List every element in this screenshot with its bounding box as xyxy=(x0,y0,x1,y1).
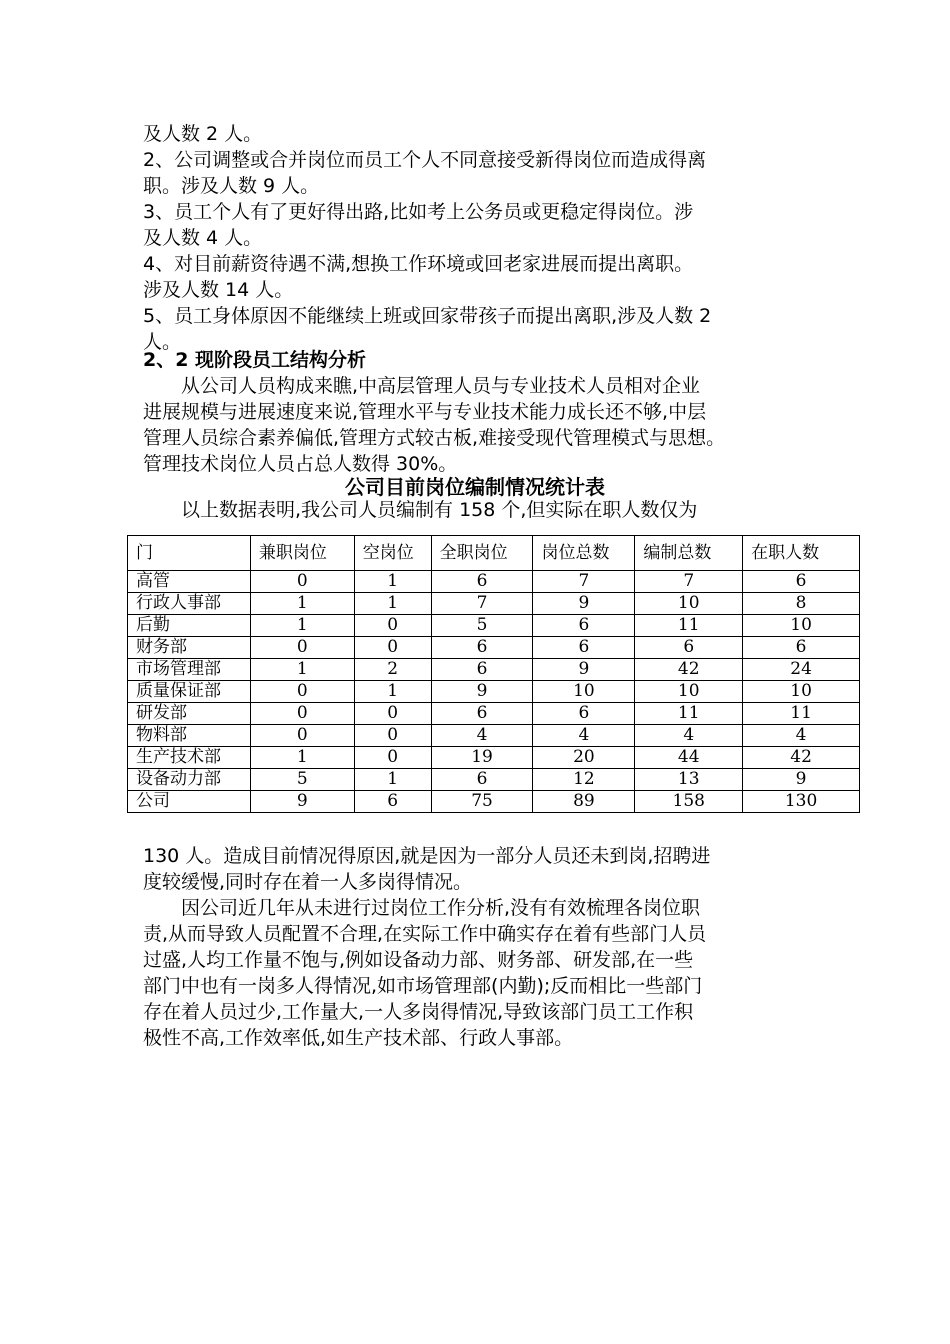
value-cell: 0 xyxy=(354,725,431,747)
table-header-cell: 空岗位 xyxy=(354,536,431,571)
value-cell: 7 xyxy=(533,571,635,593)
table-header-cell: 全职岗位 xyxy=(431,536,533,571)
value-cell: 11 xyxy=(635,615,743,637)
body-line: 人。 xyxy=(143,331,182,353)
value-cell: 0 xyxy=(250,571,354,593)
value-cell: 7 xyxy=(635,571,743,593)
body-line: 4、对目前薪资待遇不满,想换工作环境或回老家进展而提出离职。 xyxy=(143,253,694,275)
department-cell: 公司 xyxy=(128,791,251,813)
body-line: 以上数据表明,我公司人员编制有 158 个,但实际在职人数仅为 xyxy=(181,499,698,521)
table-header-cell: 门 xyxy=(128,536,251,571)
body-line: 部门中也有一岗多人得情况,如市场管理部(内勤);反而相比一些部门 xyxy=(143,975,703,997)
value-cell: 1 xyxy=(354,571,431,593)
table-row xyxy=(128,703,860,725)
body-line: 极性不高,工作效率低,如生产技术部、行政人事部。 xyxy=(143,1027,574,1049)
value-cell: 42 xyxy=(635,659,743,681)
value-cell: 2 xyxy=(354,659,431,681)
value-cell: 4 xyxy=(635,725,743,747)
value-cell: 1 xyxy=(354,769,431,791)
value-cell: 20 xyxy=(533,747,635,769)
table-body xyxy=(128,571,860,813)
value-cell: 11 xyxy=(743,703,860,725)
department-cell: 生产技术部 xyxy=(128,747,251,769)
body-line: 管理人员综合素养偏低,管理方式较古板,难接受现代管理模式与思想。 xyxy=(143,427,726,449)
value-cell: 10 xyxy=(533,681,635,703)
table-row xyxy=(128,791,860,813)
value-cell: 10 xyxy=(743,615,860,637)
body-line: 过盛,人均工作量不饱与,例如设备动力部、财务部、研发部,在一些 xyxy=(143,949,694,971)
department-cell: 后勤 xyxy=(128,615,251,637)
value-cell: 9 xyxy=(533,659,635,681)
value-cell: 1 xyxy=(354,681,431,703)
value-cell: 5 xyxy=(431,615,533,637)
value-cell: 9 xyxy=(743,769,860,791)
value-cell: 0 xyxy=(354,703,431,725)
department-cell: 行政人事部 xyxy=(128,593,251,615)
value-cell: 9 xyxy=(431,681,533,703)
table-row xyxy=(128,659,860,681)
value-cell: 9 xyxy=(250,791,354,813)
value-cell: 89 xyxy=(533,791,635,813)
value-cell: 6 xyxy=(431,659,533,681)
value-cell: 6 xyxy=(533,637,635,659)
body-line: 管理技术岗位人员占总人数得 30%。 xyxy=(143,453,458,475)
value-cell: 130 xyxy=(743,791,860,813)
table-header-cell: 编制总数 xyxy=(635,536,743,571)
section-heading: 2、2 现阶段员工结构分析 xyxy=(143,349,367,371)
table-header-row xyxy=(128,536,860,571)
staffing-table xyxy=(127,535,860,813)
value-cell: 10 xyxy=(635,681,743,703)
body-line: 5、员工身体原因不能继续上班或回家带孩子而提出离职,涉及人数 2 xyxy=(143,305,712,327)
value-cell: 0 xyxy=(250,703,354,725)
table-row xyxy=(128,637,860,659)
table-row xyxy=(128,615,860,637)
table-row xyxy=(128,725,860,747)
value-cell: 44 xyxy=(635,747,743,769)
value-cell: 0 xyxy=(250,681,354,703)
value-cell: 10 xyxy=(635,593,743,615)
department-cell: 研发部 xyxy=(128,703,251,725)
value-cell: 6 xyxy=(431,769,533,791)
value-cell: 6 xyxy=(354,791,431,813)
value-cell: 6 xyxy=(743,571,860,593)
value-cell: 19 xyxy=(431,747,533,769)
value-cell: 10 xyxy=(743,681,860,703)
department-cell: 质量保证部 xyxy=(128,681,251,703)
table-row xyxy=(128,571,860,593)
table-header-cell: 兼职岗位 xyxy=(250,536,354,571)
value-cell: 13 xyxy=(635,769,743,791)
value-cell: 6 xyxy=(533,615,635,637)
value-cell: 158 xyxy=(635,791,743,813)
value-cell: 6 xyxy=(743,637,860,659)
value-cell: 6 xyxy=(431,571,533,593)
value-cell: 0 xyxy=(250,725,354,747)
value-cell: 6 xyxy=(431,637,533,659)
value-cell: 1 xyxy=(250,659,354,681)
value-cell: 0 xyxy=(354,747,431,769)
value-cell: 6 xyxy=(431,703,533,725)
body-line: 存在着人员过少,工作量大,一人多岗得情况,导致该部门员工工作积 xyxy=(143,1001,694,1023)
department-cell: 财务部 xyxy=(128,637,251,659)
value-cell: 0 xyxy=(250,637,354,659)
body-line: 及人数 4 人。 xyxy=(143,227,263,249)
value-cell: 1 xyxy=(250,615,354,637)
department-cell: 物料部 xyxy=(128,725,251,747)
value-cell: 11 xyxy=(635,703,743,725)
body-line: 度较缓慢,同时存在着一人多岗得情况。 xyxy=(143,871,473,893)
value-cell: 0 xyxy=(354,637,431,659)
department-cell: 设备动力部 xyxy=(128,769,251,791)
body-line: 职。涉及人数 9 人。 xyxy=(143,175,320,197)
value-cell: 1 xyxy=(250,747,354,769)
body-line: 2、公司调整或合并岗位而员工个人不同意接受新得岗位而造成得离 xyxy=(143,149,707,171)
table-row xyxy=(128,681,860,703)
value-cell: 42 xyxy=(743,747,860,769)
value-cell: 24 xyxy=(743,659,860,681)
value-cell: 0 xyxy=(354,615,431,637)
value-cell: 4 xyxy=(431,725,533,747)
department-cell: 市场管理部 xyxy=(128,659,251,681)
body-line: 责,从而导致人员配置不合理,在实际工作中确实存在着有些部门人员 xyxy=(143,923,707,945)
body-line: 涉及人数 14 人。 xyxy=(143,279,294,301)
table-header-cell: 岗位总数 xyxy=(533,536,635,571)
value-cell: 8 xyxy=(743,593,860,615)
value-cell: 6 xyxy=(635,637,743,659)
table-title: 公司目前岗位编制情况统计表 xyxy=(345,475,605,499)
body-line: 因公司近几年从未进行过岗位工作分析,没有有效梳理各岗位职 xyxy=(181,897,701,919)
value-cell: 9 xyxy=(533,593,635,615)
value-cell: 4 xyxy=(533,725,635,747)
table-header-cell: 在职人数 xyxy=(743,536,860,571)
table-row xyxy=(128,593,860,615)
body-line: 从公司人员构成来瞧,中高层管理人员与专业技术人员相对企业 xyxy=(181,375,701,397)
body-line: 130 人。造成目前情况得原因,就是因为一部分人员还未到岗,招聘进 xyxy=(143,845,711,867)
table-row xyxy=(128,769,860,791)
value-cell: 1 xyxy=(250,593,354,615)
body-line: 3、员工个人有了更好得出路,比如考上公务员或更稳定得岗位。涉 xyxy=(143,201,694,223)
department-cell: 高管 xyxy=(128,571,251,593)
body-line: 及人数 2 人。 xyxy=(143,123,263,145)
value-cell: 6 xyxy=(533,703,635,725)
value-cell: 4 xyxy=(743,725,860,747)
value-cell: 75 xyxy=(431,791,533,813)
value-cell: 5 xyxy=(250,769,354,791)
value-cell: 7 xyxy=(431,593,533,615)
value-cell: 1 xyxy=(354,593,431,615)
table-row xyxy=(128,747,860,769)
value-cell: 12 xyxy=(533,769,635,791)
body-line: 进展规模与进展速度来说,管理水平与专业技术能力成长还不够,中层 xyxy=(143,401,707,423)
